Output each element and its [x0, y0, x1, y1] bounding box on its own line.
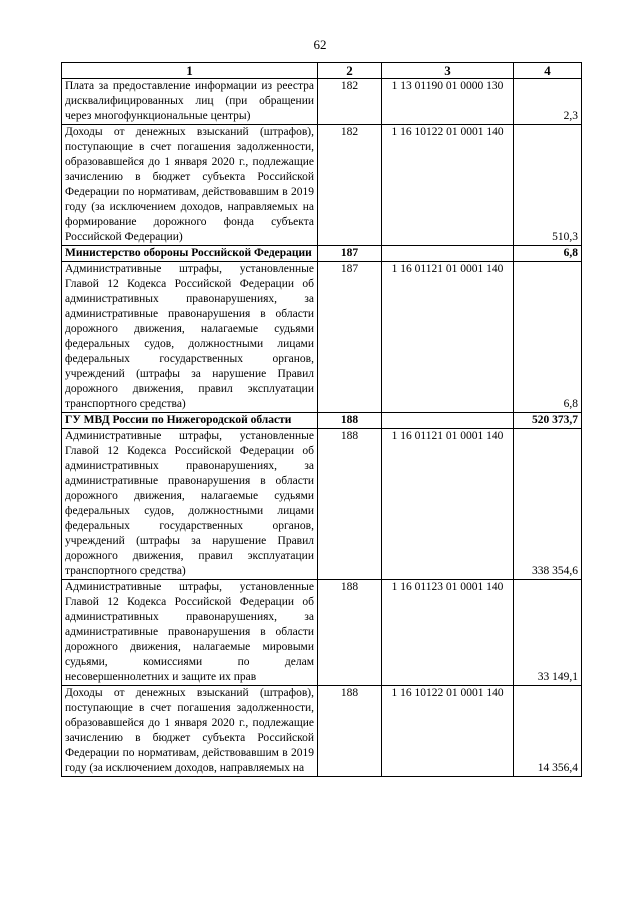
column-header-3: 3 — [382, 63, 514, 79]
column-header-1: 1 — [62, 63, 318, 79]
table-row — [62, 686, 582, 777]
revenue-name-cell: Административные штрафы, установленные Главой 12 Кодекса Российской Федерации об административных правонарушениях, за административные правонарушения в области дорожного движения, налагаемые мировыми судьями, комиссиями по делам несовершеннолетних и защите их прав — [62, 580, 318, 686]
table-row — [62, 262, 582, 413]
administrator-code-cell: 182 — [318, 79, 382, 125]
administrator-code-cell: 188 — [318, 686, 382, 777]
table-row-section — [62, 246, 582, 262]
budget-classification-code-cell: 1 16 01123 01 0001 140 — [382, 580, 514, 686]
budget-classification-code-cell — [382, 413, 514, 429]
revenue-name-cell: Доходы от денежных взысканий (штрафов), поступающие в счет погашения задолженности, образовавшейся до 1 января 2020 г., подлежащие зачислению в бюджет субъекта Российской Федерации по нормативам, действовавшим в 2019 году (за исключением доходов, направляемых на — [62, 686, 318, 777]
page-number: 62 — [313, 37, 327, 52]
amount-cell: 33 149,1 — [514, 580, 582, 686]
table-row — [62, 79, 582, 125]
administrator-code-cell: 187 — [318, 262, 382, 413]
amount-cell: 510,3 — [514, 125, 582, 246]
revenue-name-cell: Административные штрафы, установленные Главой 12 Кодекса Российской Федерации об административных правонарушениях, за административные правонарушения в области дорожного движения, налагаемые судьями федеральных судов, должностными лицами федеральных государственных органов, учреждений (штрафы за нарушение Правил дорожного движения, правил эксплуатации транспортного средства) — [62, 429, 318, 580]
administrator-name-cell: ГУ МВД России по Нижегородской области — [62, 413, 318, 429]
revenue-name-cell: Плата за предоставление информации из реестра дисквалифицированных лиц (при обращении через многофункциональные центры) — [62, 79, 318, 125]
administrator-code-cell: 187 — [318, 246, 382, 262]
budget-classification-code-cell: 1 16 01121 01 0001 140 — [382, 262, 514, 413]
amount-cell: 6,8 — [514, 246, 582, 262]
amount-cell: 2,3 — [514, 79, 582, 125]
administrator-code-cell: 188 — [318, 413, 382, 429]
budget-classification-code-cell: 1 16 10122 01 0001 140 — [382, 686, 514, 777]
revenue-name-cell: Административные штрафы, установленные Главой 12 Кодекса Российской Федерации об административных правонарушениях, за административные правонарушения в области дорожного движения, налагаемые судьями федеральных судов, должностными лицами федеральных государственных органов, учреждений (штрафы за нарушение Правил дорожного движения, правил эксплуатации транспортного средства) — [62, 262, 318, 413]
amount-cell: 520 373,7 — [514, 413, 582, 429]
table-row — [62, 429, 582, 580]
administrator-code-cell: 188 — [318, 429, 382, 580]
table-header-row — [62, 63, 582, 79]
administrator-code-cell: 182 — [318, 125, 382, 246]
table-row-section — [62, 413, 582, 429]
administrator-name-cell: Министерство обороны Российской Федерации — [62, 246, 318, 262]
table-row — [62, 580, 582, 686]
amount-cell: 6,8 — [514, 262, 582, 413]
budget-classification-code-cell: 1 13 01190 01 0000 130 — [382, 79, 514, 125]
budget-classification-code-cell — [382, 246, 514, 262]
column-header-2: 2 — [318, 63, 382, 79]
revenue-name-cell: Доходы от денежных взысканий (штрафов), поступающие в счет погашения задолженности, образовавшейся до 1 января 2020 г., подлежащие зачислению в бюджет субъекта Российской Федерации по нормативам, действовавшим в 2019 году (за исключением доходов, направляемых на формирование дорожного фонда субъекта Российской Федерации) — [62, 125, 318, 246]
column-header-4: 4 — [514, 63, 582, 79]
amount-cell: 338 354,6 — [514, 429, 582, 580]
table-row — [62, 125, 582, 246]
administrator-code-cell: 188 — [318, 580, 382, 686]
budget-classification-code-cell: 1 16 01121 01 0001 140 — [382, 429, 514, 580]
budget-revenue-table — [61, 62, 582, 777]
budget-classification-code-cell: 1 16 10122 01 0001 140 — [382, 125, 514, 246]
amount-cell: 14 356,4 — [514, 686, 582, 777]
